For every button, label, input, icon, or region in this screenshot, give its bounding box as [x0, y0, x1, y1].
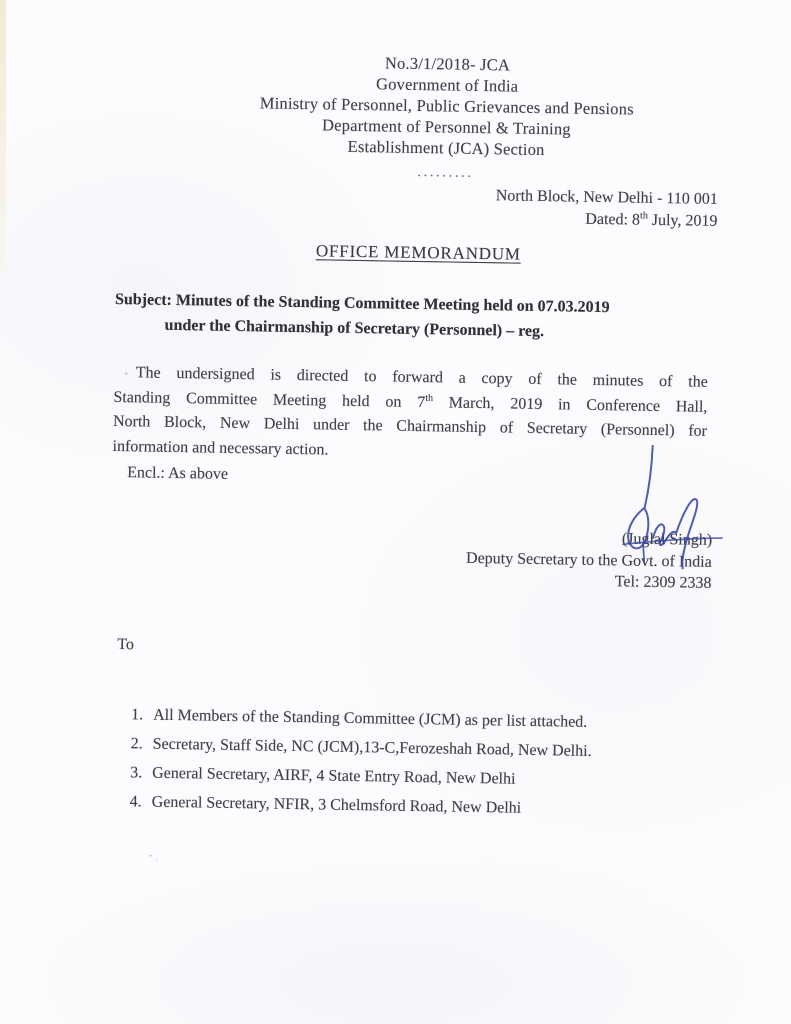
separator-dots: .........	[417, 163, 474, 180]
body-line-1: The undersigned is directed to forward a copy of the minutes of the	[135, 364, 708, 391]
subject-block	[114, 287, 715, 347]
subject-line-2: under the Chairmanship of Secretary (Personnel) – reg.	[164, 316, 545, 341]
memo-title: OFFICE MEMORANDUM	[315, 241, 521, 264]
enclosure-note: Encl.: As above	[127, 464, 229, 483]
list-item-text: All Members of the Standing Committee (JCM) as per list attached.	[153, 706, 588, 731]
org-line-ministry: Ministry of Personnel, Public Grievances and Pensions	[259, 93, 634, 119]
signatory-name: (Juglal Singh)	[621, 530, 713, 549]
scan-speck	[125, 372, 128, 375]
org-line-section: Establishment (JCA) Section	[347, 136, 545, 160]
place-date-block	[495, 185, 718, 232]
list-item-text: Secretary, Staff Side, NC (JCM),13-C,Ferozeshah Road, New Delhi.	[152, 735, 592, 760]
list-item-number: 1.	[131, 706, 144, 724]
list-item-number: 2.	[130, 735, 143, 753]
signatory-designation: Deputy Secretary to the Govt. of India	[465, 549, 712, 571]
list-item-text: General Secretary, NFIR, 3 Chelmsford Road, New Delhi	[151, 793, 522, 817]
date-line	[495, 207, 717, 232]
scan-speck	[149, 855, 152, 857]
distribution-list	[129, 700, 592, 824]
reference-number: No.3/1/2018- JCA	[384, 53, 511, 75]
subject-line-1: Subject: Minutes of the Standing Committee Meeting held on 07.03.2019	[114, 290, 610, 317]
date-prefix: Dated: 8	[585, 210, 641, 229]
org-line-country: Government of India	[375, 74, 519, 96]
letterhead	[0, 46, 790, 188]
signatory-phone: Tel: 2309 2338	[614, 573, 712, 592]
place-line: North Block, New Delhi - 110 001	[495, 187, 718, 208]
body-line-2-pre: Standing Committee Meeting held on 7	[113, 388, 426, 411]
to-label: To	[117, 636, 135, 654]
body-line-2-ordinal: th	[425, 392, 434, 404]
org-line-department: Department of Personnel & Training	[321, 115, 571, 139]
list-item-number: 4.	[129, 793, 142, 811]
body-line-2-post: March, 2019 in Conference Hall,	[432, 393, 708, 416]
handwritten-signature-icon	[602, 436, 729, 583]
list-item-number: 3.	[130, 764, 143, 782]
scan-speck	[156, 859, 158, 861]
list-item-text: General Secretary, AIRF, 4 State Entry Road, New Delhi	[152, 764, 516, 788]
body-line-3: North Block, New Delhi under the Chairmanship of Secretary (Personnel) for	[112, 413, 708, 440]
date-ordinal: th	[640, 209, 648, 221]
body-line-4: information and necessary action.	[112, 437, 329, 459]
date-suffix: July, 2019	[647, 211, 718, 230]
